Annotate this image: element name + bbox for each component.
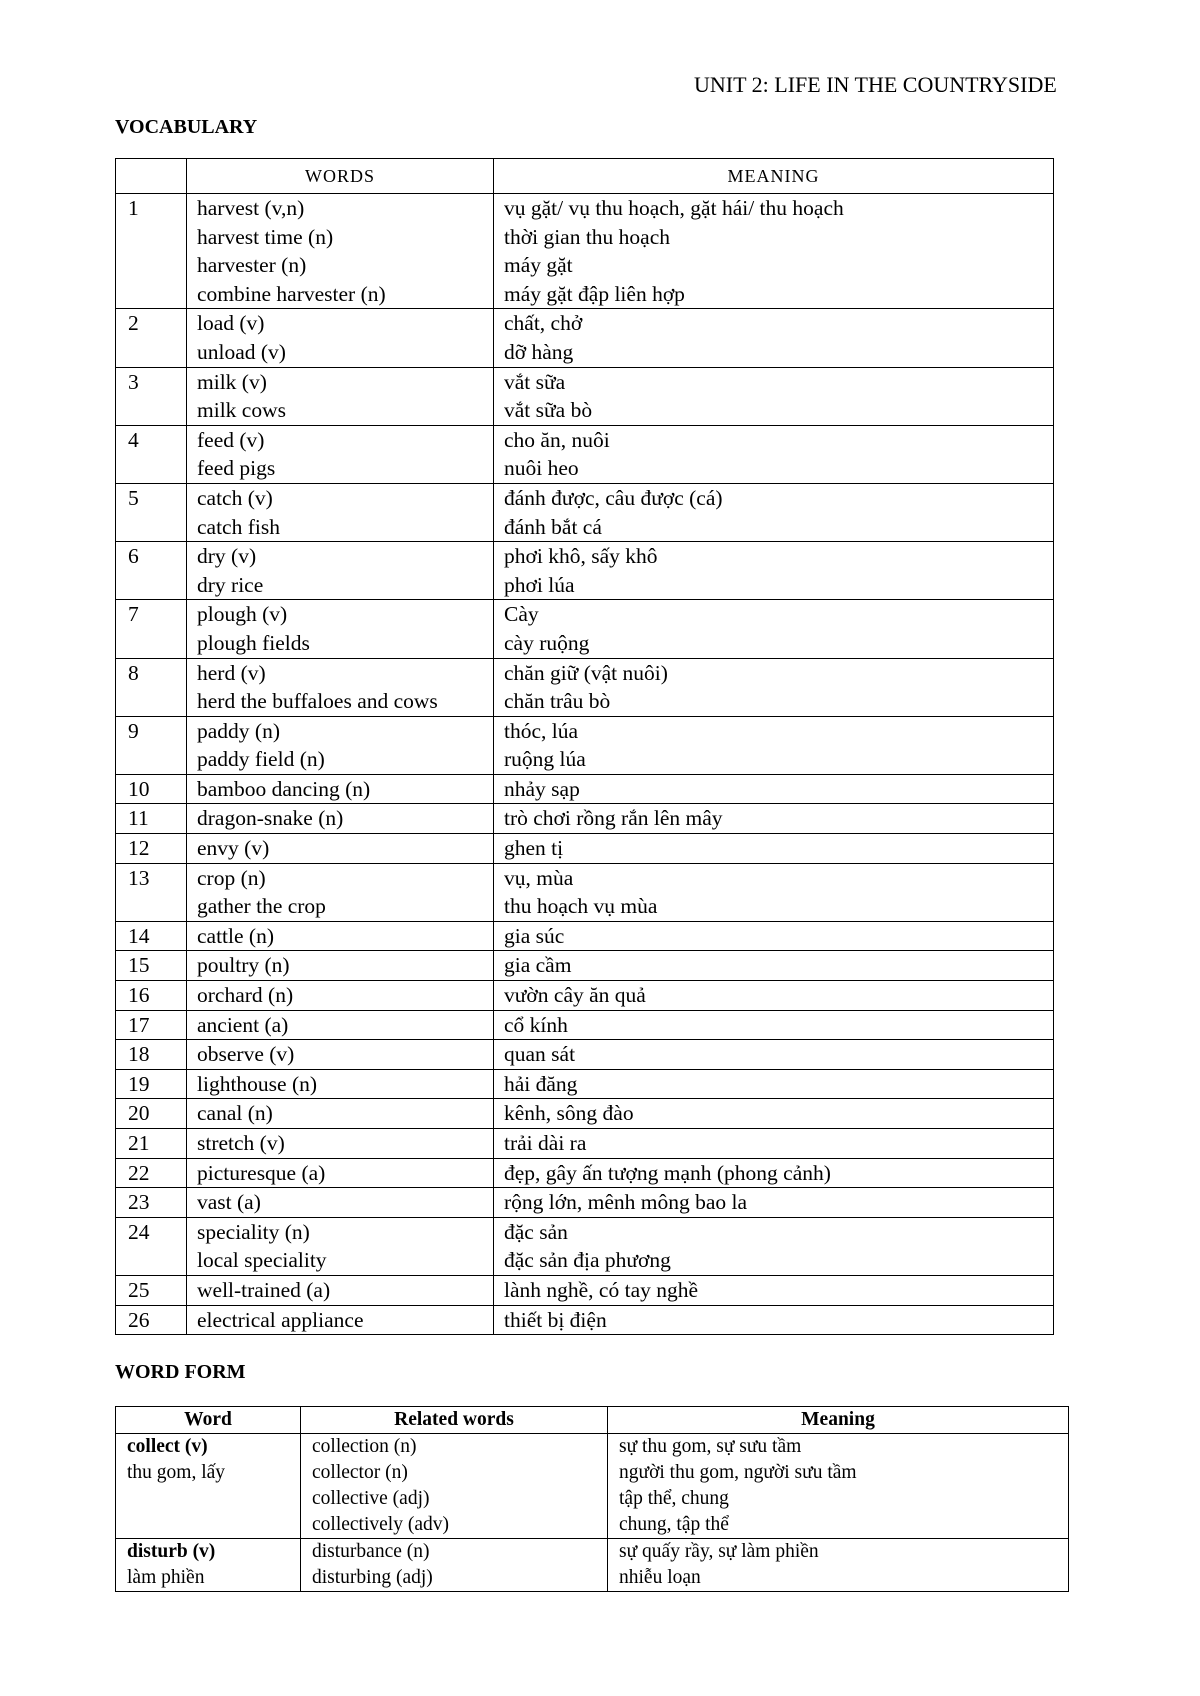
row-number: 12 bbox=[116, 834, 187, 864]
base-word-cell bbox=[116, 1434, 301, 1539]
related-meaning: tập thể, chung bbox=[619, 1488, 729, 1509]
word-entry: poultry (n) bbox=[197, 953, 290, 978]
words-cell bbox=[187, 804, 494, 834]
meaning-entry: đặc sản địa phương bbox=[504, 1248, 671, 1273]
meaning-entry: cày ruộng bbox=[504, 630, 590, 655]
words-cell bbox=[187, 658, 494, 716]
row-number: 25 bbox=[116, 1275, 187, 1305]
meaning-cell bbox=[494, 1217, 1054, 1275]
word-entry: vast (a) bbox=[197, 1190, 261, 1215]
meaning-cell bbox=[494, 1158, 1054, 1188]
column-header-word: Word bbox=[116, 1407, 301, 1434]
word-entry: feed (v) bbox=[197, 427, 265, 452]
word-entry: herd (v) bbox=[197, 660, 266, 685]
meaning-cell bbox=[494, 1040, 1054, 1070]
vocabulary-body bbox=[116, 194, 1054, 1335]
meaning-cell bbox=[494, 1069, 1054, 1099]
unit-title: UNIT 2: LIFE IN THE COUNTRYSIDE bbox=[694, 72, 1057, 97]
row-number: 1 bbox=[116, 194, 187, 309]
meaning-entry: ghen tị bbox=[504, 836, 564, 861]
vocabulary-row bbox=[116, 600, 1054, 658]
vocabulary-row bbox=[116, 309, 1054, 367]
column-header-number bbox=[116, 159, 187, 194]
vocabulary-row bbox=[116, 367, 1054, 425]
row-number: 24 bbox=[116, 1217, 187, 1275]
vocabulary-row bbox=[116, 1188, 1054, 1218]
related-words-cell bbox=[301, 1539, 608, 1592]
meaning-entry: cho ăn, nuôi bbox=[504, 427, 610, 452]
meaning-entry: Cày bbox=[504, 602, 539, 627]
vocabulary-row bbox=[116, 194, 1054, 309]
word-entry: harvester (n) bbox=[197, 253, 307, 278]
word-entry: catch (v) bbox=[197, 485, 273, 510]
meaning-entry: vắt sữa bbox=[504, 369, 566, 394]
vocabulary-row bbox=[116, 1129, 1054, 1159]
word-entry: dragon-snake (n) bbox=[197, 806, 344, 831]
related-meaning-cell bbox=[608, 1539, 1069, 1592]
word-entry: crop (n) bbox=[197, 865, 266, 890]
vocabulary-row bbox=[116, 1275, 1054, 1305]
row-number: 7 bbox=[116, 600, 187, 658]
words-cell bbox=[187, 1188, 494, 1218]
vocabulary-row bbox=[116, 1069, 1054, 1099]
meaning-entry: chăn giữ (vật nuôi) bbox=[504, 660, 668, 685]
vocabulary-table bbox=[115, 158, 1054, 1335]
meaning-entry: thời gian thu hoạch bbox=[504, 224, 671, 249]
column-header-meaning: Meaning bbox=[608, 1407, 1069, 1434]
vocabulary-row bbox=[116, 658, 1054, 716]
meaning-cell bbox=[494, 1305, 1054, 1335]
row-number: 8 bbox=[116, 658, 187, 716]
meaning-entry: phơi lúa bbox=[504, 572, 575, 597]
row-number: 14 bbox=[116, 921, 187, 951]
words-cell bbox=[187, 600, 494, 658]
word-entry: orchard (n) bbox=[197, 983, 294, 1008]
row-number: 22 bbox=[116, 1158, 187, 1188]
meaning-entry: gia cầm bbox=[504, 953, 572, 978]
related-word: collection (n) bbox=[312, 1436, 417, 1457]
meaning-entry: đẹp, gây ấn tượng mạnh (phong cảnh) bbox=[504, 1160, 831, 1185]
meaning-cell bbox=[494, 425, 1054, 483]
meaning-entry: nhảy sạp bbox=[504, 776, 580, 801]
base-word-cell bbox=[116, 1539, 301, 1592]
meaning-entry: trải dài ra bbox=[504, 1131, 587, 1155]
row-number: 9 bbox=[116, 716, 187, 774]
vocabulary-row bbox=[116, 863, 1054, 921]
words-cell bbox=[187, 309, 494, 367]
words-cell bbox=[187, 834, 494, 864]
word-form-table bbox=[115, 1406, 1069, 1592]
row-number: 19 bbox=[116, 1069, 187, 1099]
column-header-related-words: Related words bbox=[301, 1407, 608, 1434]
vocabulary-row bbox=[116, 1010, 1054, 1040]
meaning-entry: cổ kính bbox=[504, 1012, 568, 1037]
vocabulary-row bbox=[116, 774, 1054, 804]
related-meaning: sự quấy rầy, sự làm phiền bbox=[619, 1541, 819, 1562]
meaning-entry: nuôi heo bbox=[504, 456, 579, 481]
meaning-entry: đặc sản bbox=[504, 1219, 568, 1244]
meaning-cell bbox=[494, 804, 1054, 834]
word-entry: lighthouse (n) bbox=[197, 1071, 318, 1096]
row-number: 4 bbox=[116, 425, 187, 483]
meaning-entry: máy gặt bbox=[504, 253, 573, 278]
related-word: collective (adj) bbox=[312, 1488, 430, 1509]
vocabulary-row bbox=[116, 951, 1054, 981]
meaning-cell bbox=[494, 1010, 1054, 1040]
meaning-entry: lành nghề, có tay nghề bbox=[504, 1277, 699, 1302]
meaning-cell bbox=[494, 1129, 1054, 1159]
meaning-entry: quan sát bbox=[504, 1042, 576, 1067]
words-cell bbox=[187, 981, 494, 1011]
related-meaning: người thu gom, người sưu tầm bbox=[619, 1462, 857, 1483]
row-number: 11 bbox=[116, 804, 187, 834]
meaning-cell bbox=[494, 951, 1054, 981]
related-meaning: chung, tập thể bbox=[619, 1514, 729, 1535]
word-entry: feed pigs bbox=[197, 456, 276, 481]
meaning-entry: vụ gặt/ vụ thu hoạch, gặt hái/ thu hoạch bbox=[504, 196, 844, 220]
words-cell bbox=[187, 951, 494, 981]
word-form-row bbox=[116, 1539, 1069, 1592]
meaning-cell bbox=[494, 716, 1054, 774]
base-word-meaning: làm phiền bbox=[127, 1567, 205, 1588]
meaning-entry: rộng lớn, mênh mông bao la bbox=[504, 1190, 748, 1215]
meaning-entry: gia súc bbox=[504, 923, 565, 948]
meaning-cell bbox=[494, 1099, 1054, 1129]
vocabulary-header-row bbox=[116, 159, 1054, 194]
row-number: 10 bbox=[116, 774, 187, 804]
meaning-entry: đánh bắt cá bbox=[504, 514, 602, 539]
words-cell bbox=[187, 1275, 494, 1305]
related-meaning-cell bbox=[608, 1434, 1069, 1539]
words-cell bbox=[187, 542, 494, 600]
words-cell bbox=[187, 716, 494, 774]
word-entry: canal (n) bbox=[197, 1101, 273, 1126]
word-entry: dry rice bbox=[197, 572, 264, 597]
column-header-meaning: MEANING bbox=[494, 159, 1054, 194]
meaning-entry: dỡ hàng bbox=[504, 339, 574, 364]
column-header-words: WORDS bbox=[187, 159, 494, 194]
word-form-heading: WORD FORM bbox=[115, 1361, 246, 1383]
vocabulary-row bbox=[116, 1217, 1054, 1275]
row-number: 15 bbox=[116, 951, 187, 981]
meaning-entry: chăn trâu bò bbox=[504, 689, 611, 714]
words-cell bbox=[187, 194, 494, 309]
word-entry: herd the buffaloes and cows bbox=[197, 689, 438, 714]
row-number: 17 bbox=[116, 1010, 187, 1040]
words-cell bbox=[187, 483, 494, 541]
word-entry: harvest time (n) bbox=[197, 224, 334, 249]
vocabulary-row bbox=[116, 716, 1054, 774]
meaning-cell bbox=[494, 834, 1054, 864]
word-entry: paddy field (n) bbox=[197, 747, 325, 772]
words-cell bbox=[187, 1099, 494, 1129]
words-cell bbox=[187, 863, 494, 921]
words-cell bbox=[187, 921, 494, 951]
vocabulary-row bbox=[116, 1040, 1054, 1070]
vocabulary-row bbox=[116, 921, 1054, 951]
vocabulary-row bbox=[116, 425, 1054, 483]
word-entry: combine harvester (n) bbox=[197, 281, 386, 306]
meaning-cell bbox=[494, 600, 1054, 658]
related-words-cell bbox=[301, 1434, 608, 1539]
words-cell bbox=[187, 1305, 494, 1335]
word-entry: plough fields bbox=[197, 630, 310, 655]
meaning-entry: hải đăng bbox=[504, 1071, 578, 1096]
row-number: 18 bbox=[116, 1040, 187, 1070]
word-entry: local speciality bbox=[197, 1248, 327, 1273]
vocabulary-row bbox=[116, 542, 1054, 600]
meaning-entry: vườn cây ăn quả bbox=[504, 983, 646, 1008]
base-word: disturb (v) bbox=[127, 1541, 216, 1562]
word-entry: cattle (n) bbox=[197, 923, 274, 948]
vocabulary-heading: VOCABULARY bbox=[115, 116, 258, 138]
words-cell bbox=[187, 1069, 494, 1099]
meaning-cell bbox=[494, 309, 1054, 367]
vocabulary-row bbox=[116, 1158, 1054, 1188]
meaning-cell bbox=[494, 981, 1054, 1011]
word-entry: milk cows bbox=[197, 398, 286, 423]
words-cell bbox=[187, 367, 494, 425]
words-cell bbox=[187, 1010, 494, 1040]
meaning-cell bbox=[494, 658, 1054, 716]
row-number: 23 bbox=[116, 1188, 187, 1218]
meaning-entry: vắt sữa bò bbox=[504, 398, 593, 423]
meaning-cell bbox=[494, 863, 1054, 921]
word-entry: electrical appliance bbox=[197, 1307, 364, 1332]
word-entry: ancient (a) bbox=[197, 1012, 289, 1037]
related-word: disturbance (n) bbox=[312, 1541, 430, 1562]
words-cell bbox=[187, 1217, 494, 1275]
row-number: 20 bbox=[116, 1099, 187, 1129]
word-entry: observe (v) bbox=[197, 1042, 295, 1067]
word-entry: stretch (v) bbox=[197, 1131, 285, 1155]
meaning-cell bbox=[494, 483, 1054, 541]
words-cell bbox=[187, 774, 494, 804]
related-word: collectively (adv) bbox=[312, 1514, 449, 1535]
row-number: 13 bbox=[116, 863, 187, 921]
row-number: 16 bbox=[116, 981, 187, 1011]
meaning-entry: phơi khô, sấy khô bbox=[504, 544, 658, 569]
word-form-body bbox=[116, 1434, 1069, 1592]
word-entry: well-trained (a) bbox=[197, 1277, 331, 1302]
word-entry: catch fish bbox=[197, 514, 280, 539]
word-entry: load (v) bbox=[197, 311, 265, 336]
row-number: 2 bbox=[116, 309, 187, 367]
meaning-cell bbox=[494, 921, 1054, 951]
vocabulary-row bbox=[116, 834, 1054, 864]
meaning-entry: đánh được, câu được (cá) bbox=[504, 485, 723, 510]
words-cell bbox=[187, 1040, 494, 1070]
word-entry: gather the crop bbox=[197, 894, 326, 919]
base-word: collect (v) bbox=[127, 1436, 208, 1457]
row-number: 26 bbox=[116, 1305, 187, 1335]
meaning-entry: thiết bị điện bbox=[504, 1307, 607, 1332]
meaning-cell bbox=[494, 1275, 1054, 1305]
word-form-header-row bbox=[116, 1407, 1069, 1434]
related-word: collector (n) bbox=[312, 1462, 408, 1483]
word-entry: speciality (n) bbox=[197, 1219, 310, 1244]
meaning-entry: thu hoạch vụ mùa bbox=[504, 894, 658, 919]
meaning-cell bbox=[494, 367, 1054, 425]
words-cell bbox=[187, 1158, 494, 1188]
meaning-entry: vụ, mùa bbox=[504, 865, 574, 890]
vocabulary-row bbox=[116, 1305, 1054, 1335]
meaning-cell bbox=[494, 1188, 1054, 1218]
meaning-cell bbox=[494, 194, 1054, 309]
meaning-entry: trò chơi rồng rắn lên mây bbox=[504, 806, 723, 831]
meaning-entry: ruộng lúa bbox=[504, 747, 586, 772]
word-entry: unload (v) bbox=[197, 339, 286, 364]
meaning-cell bbox=[494, 542, 1054, 600]
word-form-row bbox=[116, 1434, 1069, 1539]
word-entry: plough (v) bbox=[197, 602, 288, 627]
meaning-entry: thóc, lúa bbox=[504, 718, 579, 743]
vocabulary-row bbox=[116, 804, 1054, 834]
related-meaning: nhiễu loạn bbox=[619, 1567, 701, 1588]
base-word-meaning: thu gom, lấy bbox=[127, 1462, 226, 1483]
word-entry: envy (v) bbox=[197, 836, 270, 861]
related-meaning: sự thu gom, sự sưu tầm bbox=[619, 1436, 802, 1457]
meaning-entry: kênh, sông đào bbox=[504, 1101, 634, 1126]
row-number: 5 bbox=[116, 483, 187, 541]
row-number: 21 bbox=[116, 1129, 187, 1159]
words-cell bbox=[187, 425, 494, 483]
vocabulary-row bbox=[116, 483, 1054, 541]
related-word: disturbing (adj) bbox=[312, 1567, 433, 1588]
word-entry: paddy (n) bbox=[197, 718, 280, 743]
row-number: 6 bbox=[116, 542, 187, 600]
word-entry: milk (v) bbox=[197, 369, 267, 394]
vocabulary-row bbox=[116, 1099, 1054, 1129]
meaning-cell bbox=[494, 774, 1054, 804]
word-entry: picturesque (a) bbox=[197, 1160, 326, 1185]
words-cell bbox=[187, 1129, 494, 1159]
vocabulary-row bbox=[116, 981, 1054, 1011]
row-number: 3 bbox=[116, 367, 187, 425]
word-entry: harvest (v,n) bbox=[197, 196, 305, 220]
meaning-entry: máy gặt đập liên hợp bbox=[504, 281, 685, 306]
word-entry: bamboo dancing (n) bbox=[197, 776, 371, 801]
word-entry: dry (v) bbox=[197, 544, 257, 569]
meaning-entry: chất, chở bbox=[504, 311, 583, 336]
